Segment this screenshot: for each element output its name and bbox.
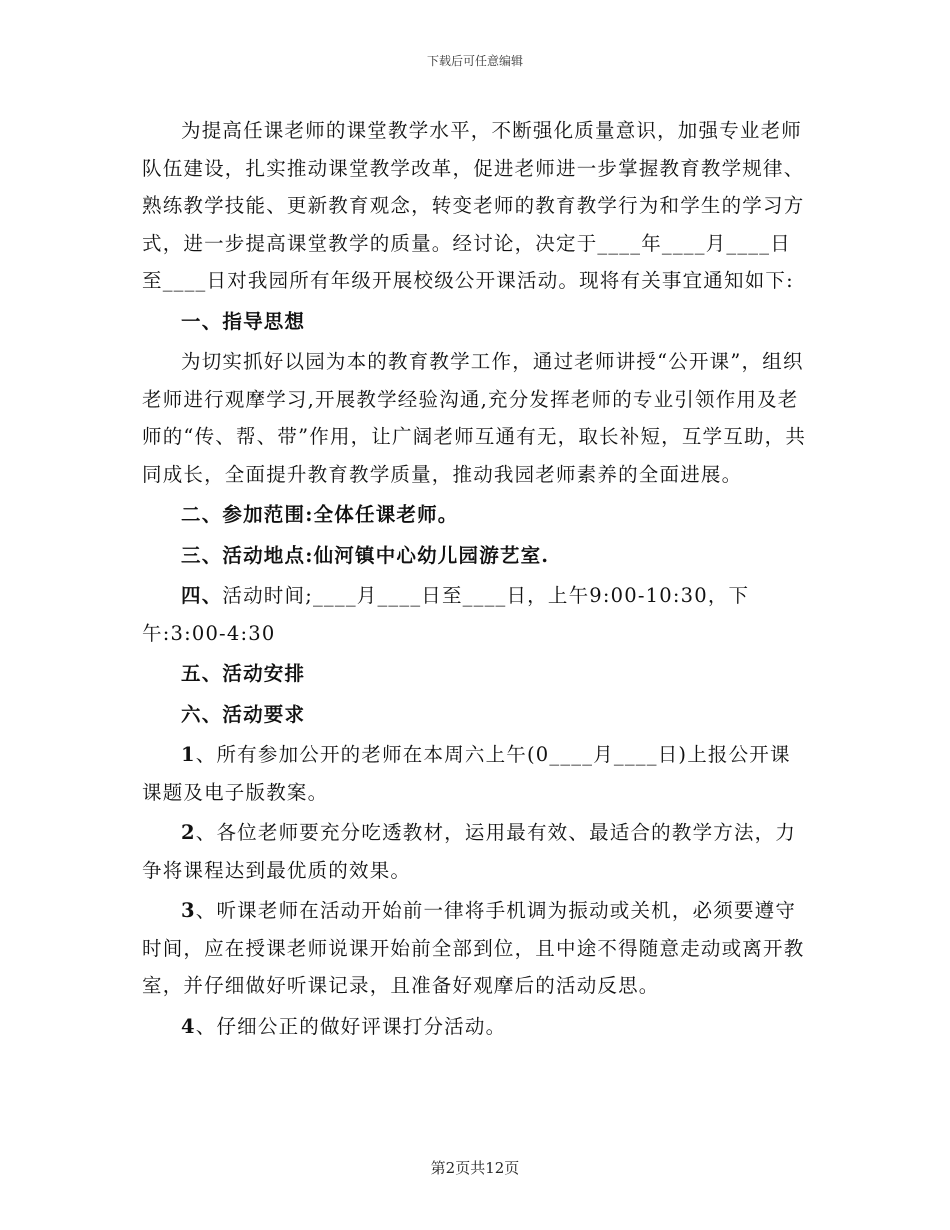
requirement-4: [142, 1008, 807, 1046]
section-2: 二、参加范围:全体任课老师。: [181, 503, 459, 526]
requirement-2-text: 、各位老师要充分吃透教材，运用最有效、最适合的教学方法，力争将课程达到最优质的效果。: [142, 821, 797, 882]
requirement-4-number: 4: [181, 1014, 196, 1038]
requirement-1: [142, 736, 807, 811]
requirement-1-number: 1: [181, 743, 196, 766]
section-3: 三、活动地点:仙河镇中心幼儿园游艺室.: [181, 543, 550, 567]
section-5: 五、活动安排: [181, 662, 306, 685]
page-header: 下载后可任意编辑: [426, 54, 523, 68]
requirement-3-number: 3: [181, 899, 196, 922]
requirement-2: [142, 814, 807, 889]
section-4-text: 活动时间;____月____日至____日，上午9:00-10:30，下午:3:00-4:30: [142, 584, 750, 645]
section-1-heading: 一、指导思想: [181, 309, 306, 333]
requirement-1-text: 、所有参加公开的老师在本周六上午(0____月____日)上报公开课课题及电子版教案。: [142, 743, 791, 804]
requirement-3: [142, 892, 807, 1005]
section-1-body: 为切实抓好以园为本的教育教学工作，通过老师讲授“公开课”，组织老师进行观摩学习,开展教学经验沟通,充分发挥老师的专业引领作用及老师的“传、帮、带”作用，让广阔老师互通有无，取长补短，互学互助，共同成长，全面提升教育教学质量，推动我园老师素养的全面进展。: [142, 350, 807, 486]
requirement-3-text: 、听课老师在活动开始前一律将手机调为振动或关机，必须要遵守时间，应在授课老师说课开始前全部到位，且中途不得随意走动或离开教室，并仔细做好听课记录，且准备好观摩后的活动反思。: [142, 899, 805, 997]
document-body: [142, 112, 807, 1045]
section-4: [142, 577, 807, 652]
requirement-2-number: 2: [181, 821, 196, 844]
intro-paragraph: 为提高任课老师的课堂教学水平，不断强化质量意识，加强专业老师队伍建设，扎实推动课堂教学改革，促进老师进一步掌握教育教学规律、熟练教学技能、更新教育观念，转变老师的教育教学行为和学生的学习方式，进一步提高课堂教学的质量。经讨论，决定于____年____月____日至____日对我园所有年级开展校级公开课活动。现将有关事宜通知如下:: [142, 119, 805, 292]
page-footer: 第2页共12页: [430, 1159, 520, 1177]
section-6: 六、活动要求: [181, 702, 306, 726]
section-4-label: 四、: [181, 584, 223, 607]
requirement-4-text: 、仔细公正的做好评课打分活动。: [195, 1014, 507, 1038]
